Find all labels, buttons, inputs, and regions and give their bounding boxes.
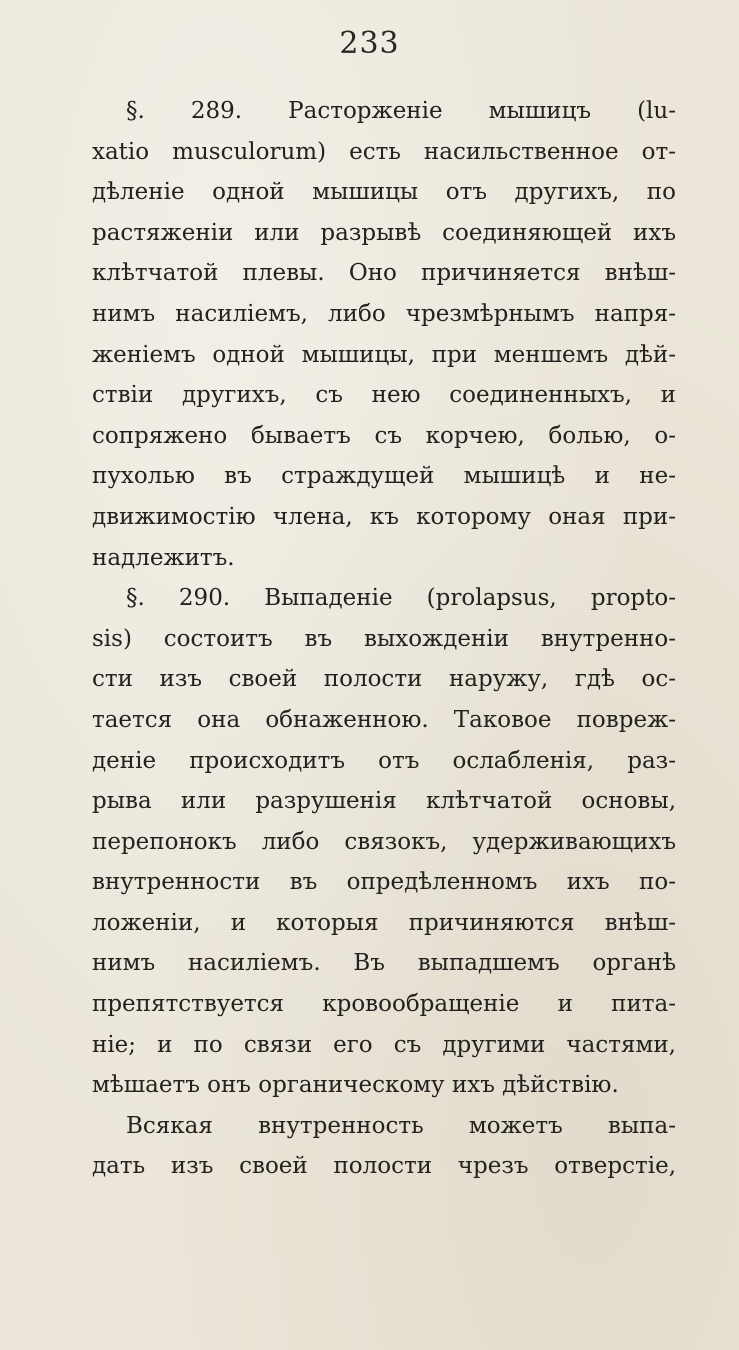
page-text — [92, 91, 676, 1187]
text-line: sis) состоитъ въ выхожденіи внутренно- — [92, 625, 676, 652]
paragraph-290 — [92, 578, 676, 1106]
text-line: растяженіи или разрывѣ соединяющей ихъ — [92, 219, 676, 246]
text-line: Всякая внутренность можетъ выпа- — [126, 1112, 676, 1139]
text-line: дать изъ своей полости чрезъ отверстіе, — [92, 1153, 676, 1180]
text-line: сопряжено бываетъ съ корчею, болью, о- — [92, 422, 676, 449]
text-line: рыва или разрушенія клѣтчатой основы, — [92, 788, 676, 815]
text-line: перепонокъ либо связокъ, удерживающихъ — [92, 828, 676, 855]
text-line: мѣшаетъ онъ органическому ихъ дѣйствію. — [92, 1072, 619, 1099]
text-line: сти изъ своей полости наружу, гдѣ ос- — [92, 666, 676, 693]
text-line: xatio musculorum) есть насильственное от- — [92, 138, 676, 165]
text-line: дѣленіе одной мышицы отъ другихъ, по — [92, 179, 676, 206]
text-line: нимъ насиліемъ, либо чрезмѣрнымъ напря- — [92, 300, 676, 327]
text-line: движимостію члена, къ которому оная при- — [92, 503, 676, 530]
text-line: пухолью въ страждущей мышицѣ и не- — [92, 463, 676, 490]
text-line: клѣтчатой плевы. Оно причиняется внѣш- — [92, 260, 676, 287]
text-line: женіемъ одной мышицы, при меншемъ дѣй- — [92, 341, 676, 368]
text-line: внутренности въ опредѣленномъ ихъ по- — [92, 869, 676, 896]
text-line: ніе; и по связи его съ другими частями, — [92, 1031, 676, 1058]
text-line: нимъ насиліемъ. Въ выпадшемъ органѣ — [92, 950, 676, 977]
text-line: тается она обнаженною. Таковое повреж- — [92, 706, 676, 733]
paragraph-289 — [92, 91, 676, 578]
text-line: препятствуется кровообращеніе и пита- — [92, 991, 676, 1018]
text-line: §. 289. Расторженіе мышицъ (lu- — [126, 98, 676, 124]
paragraph-3 — [92, 1106, 676, 1187]
text-line: §. 290. Выпаденіе (prolapsus, propto- — [126, 585, 676, 612]
text-line: ствіи другихъ, съ нею соединенныхъ, и — [92, 382, 676, 409]
text-line: ложеніи, и которыя причиняются внѣш- — [92, 909, 676, 936]
text-line: надлежитъ. — [92, 544, 235, 571]
text-line: деніе происходитъ отъ ослабленія, раз- — [92, 747, 676, 774]
page-number: 233 — [339, 26, 400, 61]
